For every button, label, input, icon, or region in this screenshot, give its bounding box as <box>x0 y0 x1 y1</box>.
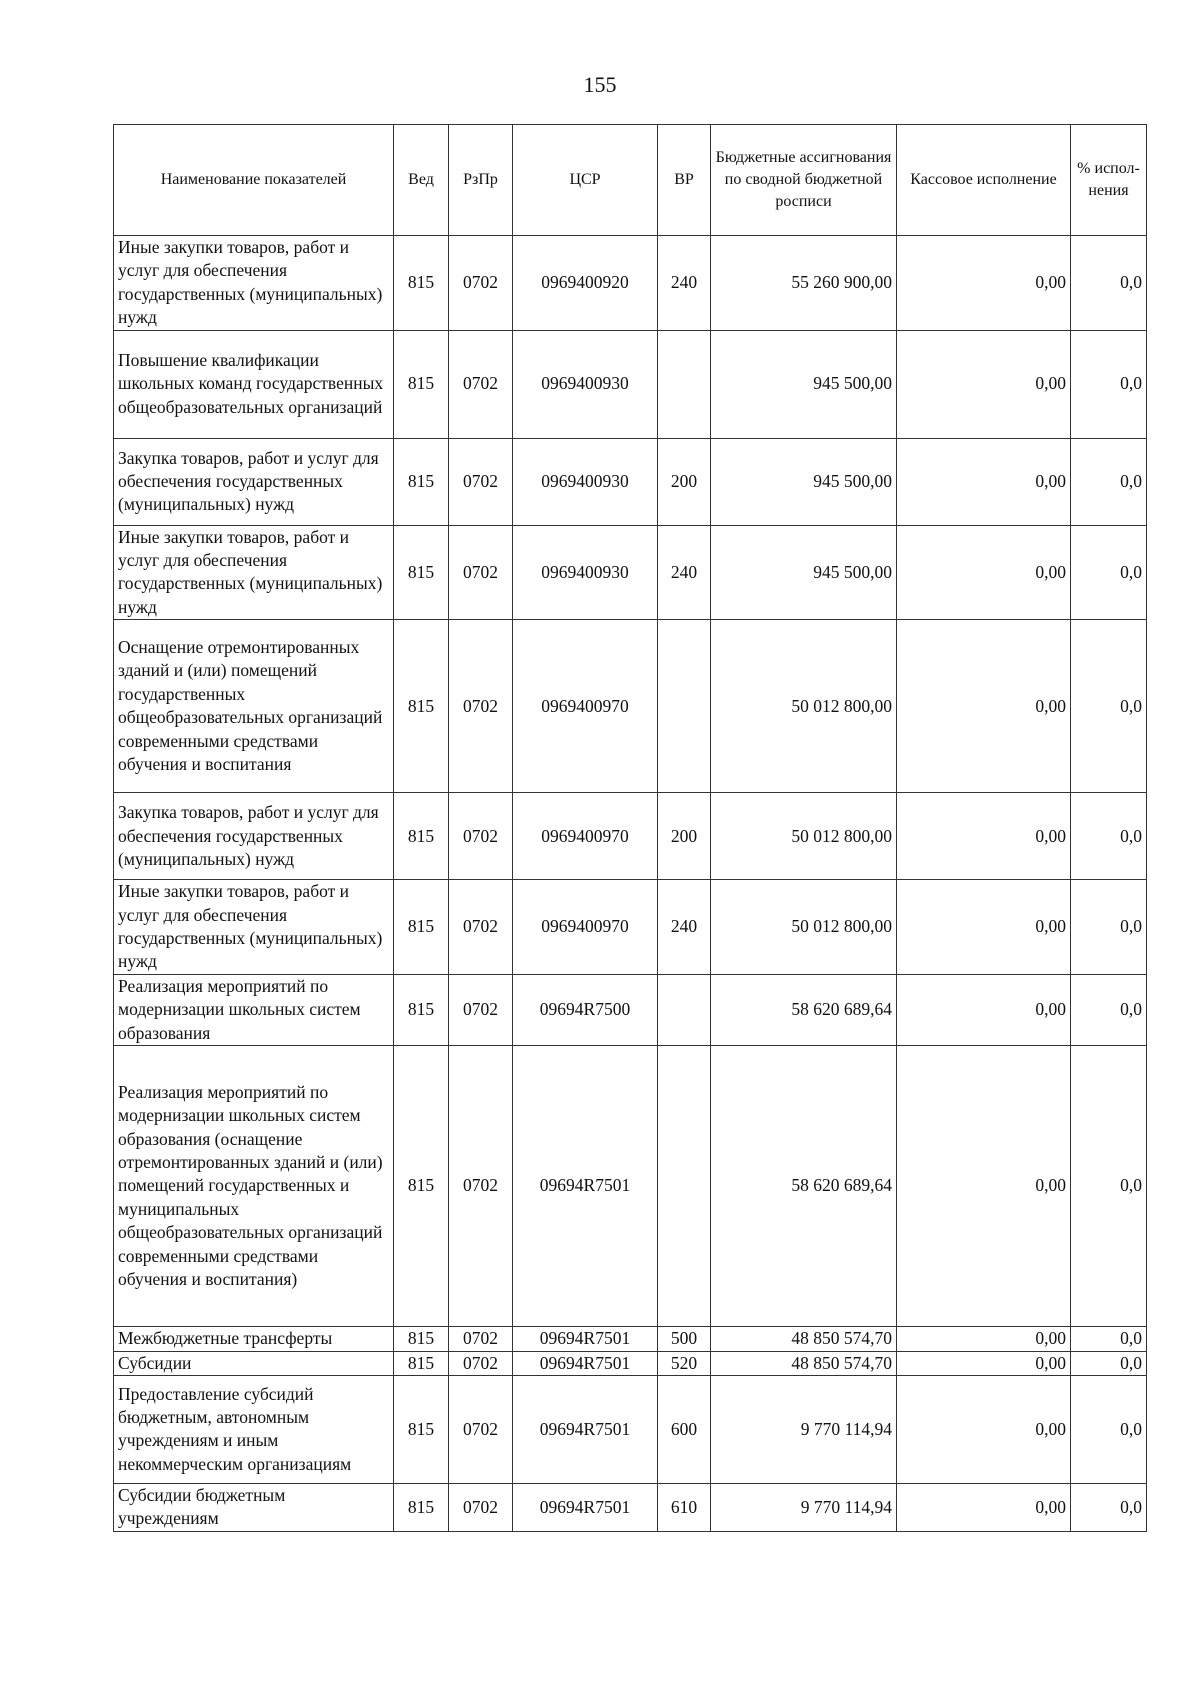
cell-name: Повышение квалификации школьных команд государственных общеобразовательных организаций <box>114 330 394 438</box>
cell-cash: 0,00 <box>897 1483 1071 1531</box>
cell-rzpr: 0702 <box>449 330 513 438</box>
page-number: 155 <box>583 72 617 97</box>
cell-budget: 945 500,00 <box>711 525 897 620</box>
header-budget-allocations: Бюджетные ассигнования по сводной бюджетной росписи <box>711 125 897 236</box>
cell-csr: 0969400930 <box>513 525 658 620</box>
cell-name: Оснащение отремонтированных зданий и (или) помещений государственных общеобразовательных организаций современными средствами обучения и воспитания <box>114 620 394 793</box>
cell-csr: 0969400930 <box>513 330 658 438</box>
header-vr: ВР <box>658 125 711 236</box>
cell-cash: 0,00 <box>897 525 1071 620</box>
cell-rzpr: 0702 <box>449 620 513 793</box>
cell-pct: 0,0 <box>1071 880 1147 975</box>
cell-name: Субсидии бюджетным учреждениям <box>114 1483 394 1531</box>
cell-name: Иные закупки товаров, работ и услуг для обеспечения государственных (муниципальных) нужд <box>114 880 394 975</box>
cell-budget: 945 500,00 <box>711 330 897 438</box>
cell-vr <box>658 974 711 1045</box>
table-row <box>114 236 1147 331</box>
table-row <box>114 1046 1147 1327</box>
cell-budget: 50 012 800,00 <box>711 880 897 975</box>
cell-csr: 0969400920 <box>513 236 658 331</box>
cell-pct: 0,0 <box>1071 793 1147 880</box>
table-row <box>114 1351 1147 1375</box>
cell-pct: 0,0 <box>1071 525 1147 620</box>
cell-vr: 240 <box>658 880 711 975</box>
cell-ved: 815 <box>394 793 449 880</box>
cell-cash: 0,00 <box>897 330 1071 438</box>
cell-ved: 815 <box>394 438 449 525</box>
cell-name: Субсидии <box>114 1351 394 1375</box>
cell-csr: 09694R7501 <box>513 1327 658 1351</box>
cell-name: Предоставление субсидий бюджетным, автономным учреждениям и иным некоммерческим организациям <box>114 1375 394 1483</box>
cell-vr: 240 <box>658 525 711 620</box>
cell-ved: 815 <box>394 1375 449 1483</box>
cell-csr: 0969400970 <box>513 620 658 793</box>
cell-vr: 520 <box>658 1351 711 1375</box>
cell-budget: 48 850 574,70 <box>711 1351 897 1375</box>
cell-rzpr: 0702 <box>449 1327 513 1351</box>
header-name: Наименование показателей <box>114 125 394 236</box>
table-row <box>114 974 1147 1045</box>
cell-cash: 0,00 <box>897 620 1071 793</box>
cell-cash: 0,00 <box>897 974 1071 1045</box>
cell-vr: 500 <box>658 1327 711 1351</box>
cell-ved: 815 <box>394 880 449 975</box>
cell-budget: 48 850 574,70 <box>711 1327 897 1351</box>
cell-budget: 945 500,00 <box>711 438 897 525</box>
cell-pct: 0,0 <box>1071 974 1147 1045</box>
cell-name: Иные закупки товаров, работ и услуг для обеспечения государственных (муниципальных) нужд <box>114 236 394 331</box>
cell-name: Закупка товаров, работ и услуг для обеспечения государственных (муниципальных) нужд <box>114 793 394 880</box>
cell-ved: 815 <box>394 1046 449 1327</box>
cell-budget: 55 260 900,00 <box>711 236 897 331</box>
cell-vr <box>658 1046 711 1327</box>
cell-ved: 815 <box>394 620 449 793</box>
table-row <box>114 1483 1147 1531</box>
cell-name: Реализация мероприятий по модернизации школьных систем образования <box>114 974 394 1045</box>
cell-vr <box>658 620 711 793</box>
cell-pct: 0,0 <box>1071 1327 1147 1351</box>
table-header <box>114 125 1147 236</box>
cell-ved: 815 <box>394 1327 449 1351</box>
header-ved: Вед <box>394 125 449 236</box>
cell-vr: 200 <box>658 438 711 525</box>
header-rzpr: РзПр <box>449 125 513 236</box>
cell-cash: 0,00 <box>897 236 1071 331</box>
cell-rzpr: 0702 <box>449 1046 513 1327</box>
cell-pct: 0,0 <box>1071 330 1147 438</box>
cell-csr: 0969400930 <box>513 438 658 525</box>
cell-ved: 815 <box>394 974 449 1045</box>
cell-name: Иные закупки товаров, работ и услуг для обеспечения государственных (муниципальных) нужд <box>114 525 394 620</box>
cell-rzpr: 0702 <box>449 880 513 975</box>
cell-ved: 815 <box>394 525 449 620</box>
cell-ved: 815 <box>394 236 449 331</box>
cell-ved: 815 <box>394 1351 449 1375</box>
cell-cash: 0,00 <box>897 1327 1071 1351</box>
cell-pct: 0,0 <box>1071 1046 1147 1327</box>
header-csr: ЦСР <box>513 125 658 236</box>
header-cash-execution: Кассовое исполнение <box>897 125 1071 236</box>
table-row <box>114 330 1147 438</box>
cell-cash: 0,00 <box>897 1351 1071 1375</box>
cell-pct: 0,0 <box>1071 236 1147 331</box>
cell-rzpr: 0702 <box>449 1375 513 1483</box>
cell-csr: 09694R7501 <box>513 1483 658 1531</box>
cell-pct: 0,0 <box>1071 1351 1147 1375</box>
cell-csr: 0969400970 <box>513 880 658 975</box>
cell-csr: 09694R7501 <box>513 1351 658 1375</box>
cell-vr <box>658 330 711 438</box>
budget-execution-table <box>113 124 1147 1532</box>
table-row <box>114 880 1147 975</box>
cell-cash: 0,00 <box>897 1046 1071 1327</box>
table-row <box>114 525 1147 620</box>
cell-rzpr: 0702 <box>449 236 513 331</box>
cell-csr: 09694R7500 <box>513 974 658 1045</box>
cell-csr: 09694R7501 <box>513 1046 658 1327</box>
cell-cash: 0,00 <box>897 1375 1071 1483</box>
cell-vr: 600 <box>658 1375 711 1483</box>
cell-budget: 58 620 689,64 <box>711 1046 897 1327</box>
cell-csr: 0969400970 <box>513 793 658 880</box>
table-row <box>114 438 1147 525</box>
cell-budget: 9 770 114,94 <box>711 1375 897 1483</box>
cell-budget: 9 770 114,94 <box>711 1483 897 1531</box>
cell-pct: 0,0 <box>1071 620 1147 793</box>
table-row <box>114 620 1147 793</box>
table-row <box>114 1327 1147 1351</box>
header-execution-percent: % испол-нения <box>1071 125 1147 236</box>
cell-rzpr: 0702 <box>449 974 513 1045</box>
cell-ved: 815 <box>394 330 449 438</box>
cell-rzpr: 0702 <box>449 793 513 880</box>
cell-cash: 0,00 <box>897 880 1071 975</box>
cell-rzpr: 0702 <box>449 1351 513 1375</box>
table-row <box>114 1375 1147 1483</box>
cell-name: Закупка товаров, работ и услуг для обеспечения государственных (муниципальных) нужд <box>114 438 394 525</box>
cell-vr: 240 <box>658 236 711 331</box>
table-row <box>114 793 1147 880</box>
cell-cash: 0,00 <box>897 793 1071 880</box>
cell-name: Межбюджетные трансферты <box>114 1327 394 1351</box>
cell-ved: 815 <box>394 1483 449 1531</box>
cell-name: Реализация мероприятий по модернизации школьных систем образования (оснащение отремонтированных зданий и (или) помещений государственных и муниципальных общеобразовательных организаций современными средствами обучения и воспитания) <box>114 1046 394 1327</box>
cell-rzpr: 0702 <box>449 438 513 525</box>
cell-cash: 0,00 <box>897 438 1071 525</box>
cell-rzpr: 0702 <box>449 525 513 620</box>
cell-rzpr: 0702 <box>449 1483 513 1531</box>
cell-vr: 610 <box>658 1483 711 1531</box>
cell-budget: 58 620 689,64 <box>711 974 897 1045</box>
cell-vr: 200 <box>658 793 711 880</box>
cell-pct: 0,0 <box>1071 438 1147 525</box>
cell-budget: 50 012 800,00 <box>711 620 897 793</box>
header-row <box>114 125 1147 236</box>
cell-budget: 50 012 800,00 <box>711 793 897 880</box>
cell-pct: 0,0 <box>1071 1375 1147 1483</box>
table-body <box>114 236 1147 1532</box>
cell-pct: 0,0 <box>1071 1483 1147 1531</box>
cell-csr: 09694R7501 <box>513 1375 658 1483</box>
